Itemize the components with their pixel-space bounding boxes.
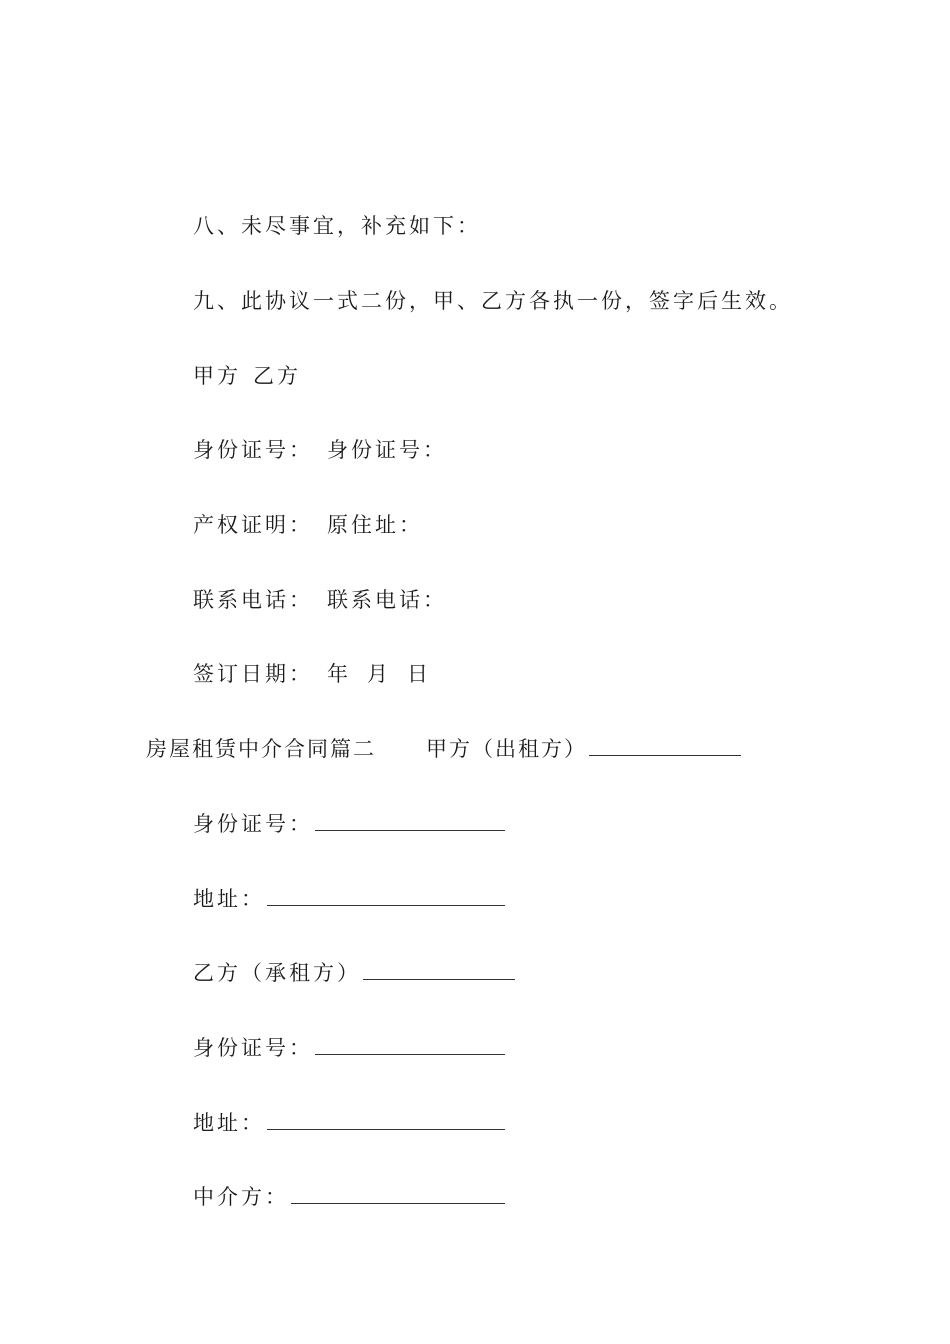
lessee-id-blank (315, 1034, 505, 1055)
month-label: 月 (367, 662, 391, 686)
agent-label: 中介方： (193, 1185, 289, 1209)
clause-8 (193, 212, 481, 240)
property-cert-label: 产权证明： (193, 513, 313, 537)
sign-date-label: 签订日期： (193, 662, 313, 686)
lessor-id-blank (315, 810, 505, 831)
signature-phone-row (193, 586, 447, 614)
lessor-address-row (193, 885, 505, 913)
day-label: 日 (407, 662, 431, 686)
party-b-id-label: 身份证号： (327, 438, 447, 462)
lessee-name-blank (363, 959, 515, 980)
lessee-address-blank (267, 1109, 505, 1130)
lessor-id-label: 身份证号： (193, 812, 313, 836)
lessor-address-label: 地址： (193, 887, 265, 911)
lessee-id-row (193, 1034, 505, 1062)
clause-8-text: 八、未尽事宜，补充如下： (193, 214, 481, 238)
lessor-name-blank (589, 735, 741, 756)
lessee-label: 乙方（承租方） (193, 961, 361, 985)
agent-row (193, 1183, 505, 1211)
signature-date-row (193, 660, 431, 688)
party-a-label: 甲方 (193, 364, 241, 388)
lessor-label: 甲方（出租方） (426, 737, 587, 761)
year-label: 年 (327, 662, 351, 686)
clause-9-text: 九、此协议一式二份，甲、乙方各执一份，签字后生效。 (193, 289, 793, 313)
clause-9 (193, 287, 793, 315)
signature-id-row (193, 436, 447, 464)
original-address-label: 原住址： (327, 513, 423, 537)
lessee-id-label: 身份证号： (193, 1036, 313, 1060)
party-a-phone-label: 联系电话： (193, 588, 313, 612)
party-b-phone-label: 联系电话： (327, 588, 447, 612)
lessee-address-label: 地址： (193, 1111, 265, 1135)
contract2-heading-row (146, 735, 741, 763)
contract2-heading: 房屋租赁中介合同篇二 (146, 737, 376, 761)
signature-property-row (193, 511, 423, 539)
lessor-id-row (193, 810, 505, 838)
signature-parties (193, 362, 301, 390)
lessor-address-blank (267, 885, 505, 906)
party-b-label: 乙方 (253, 364, 301, 388)
lessee-row (193, 959, 515, 987)
agent-name-blank (291, 1183, 505, 1204)
party-a-id-label: 身份证号： (193, 438, 313, 462)
lessee-address-row (193, 1109, 505, 1137)
